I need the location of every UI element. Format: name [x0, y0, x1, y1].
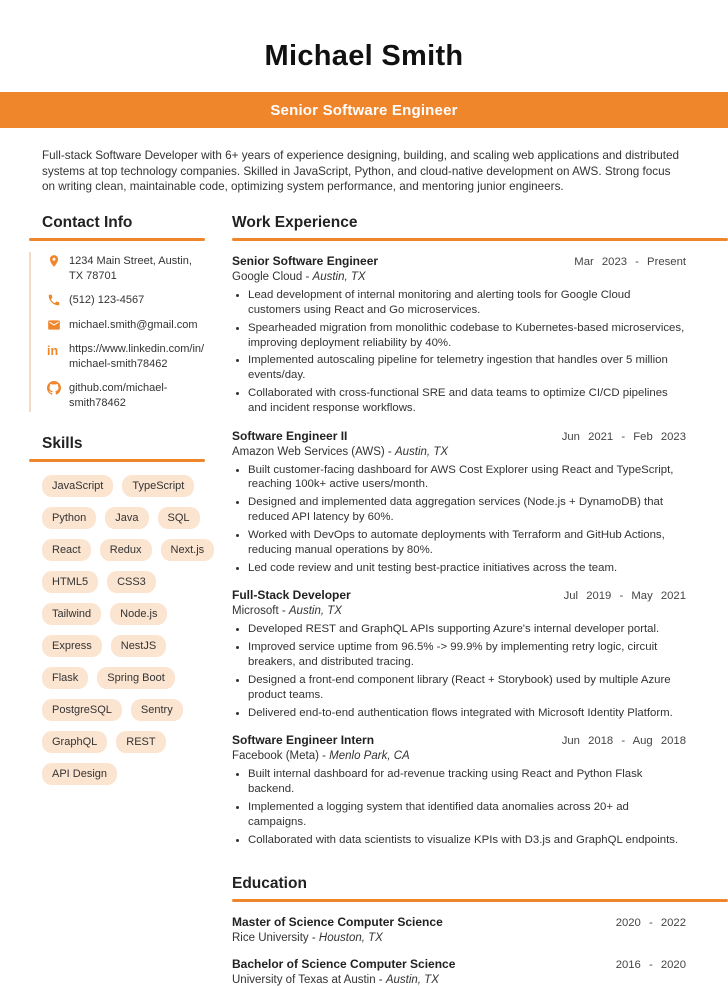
school-location: Austin, TX — [385, 973, 439, 986]
job-location: Austin, TX — [312, 271, 366, 284]
job-bullet: • Collaborated with cross-functional SRE and data teams to optimize CI/CD pipelines and incident response workflows. — [248, 386, 686, 416]
job-company-line — [232, 605, 686, 617]
job-header — [232, 429, 686, 443]
github-icon — [47, 381, 61, 395]
job-bullet: • Built customer-facing dashboard for AWS Cost Explorer using React and TypeScript, reaching 100k+ active users/month. — [248, 463, 686, 493]
skill-tag: CSS3 — [107, 571, 156, 593]
job-title: Senior Software Engineer — [232, 254, 379, 269]
contact-text: https://www.linkedin.com/in/michael-smith78462 — [69, 343, 205, 370]
contact-text: github.com/michael-smith78462 — [69, 382, 168, 409]
job-location: Austin, TX — [394, 445, 449, 458]
page-title: Michael Smith — [264, 40, 464, 72]
job-bullet: • Improved service uptime from 96.5% -> 99.9% by implementing retry logic, circuit breakers, and distributed tracing. — [248, 640, 686, 670]
job-entry — [232, 588, 686, 720]
job-title: Software Engineer II — [232, 428, 348, 443]
skill-tag: Redux — [100, 539, 152, 561]
skill-tag: SQL — [158, 507, 200, 529]
skill-tag: Spring Boot — [97, 667, 174, 689]
skill-tag: Sentry — [131, 699, 183, 721]
job-bullet-list — [232, 622, 686, 720]
education-heading-rule — [232, 899, 728, 902]
job-bullet: • Led code review and unit testing best-practice initiatives across the team. — [248, 561, 686, 576]
work-experience-heading: Work Experience — [232, 214, 358, 232]
education-header — [232, 915, 686, 929]
skills-heading-rule — [29, 459, 205, 462]
education-list — [232, 915, 686, 986]
job-dates: Jul 2019 - May 2021 — [563, 590, 686, 603]
contact-heading-rule — [29, 238, 205, 241]
school-name: Rice University - — [232, 931, 319, 944]
resume-columns — [42, 214, 686, 986]
contact-item — [47, 318, 205, 333]
job-dates: Jun 2021 - Feb 2023 — [561, 430, 686, 443]
skill-tag: HTML5 — [42, 571, 98, 593]
education-section — [232, 875, 686, 986]
job-company-line — [232, 750, 686, 762]
education-entry — [232, 957, 686, 986]
job-entry — [232, 254, 686, 416]
job-dates: Jun 2018 - Aug 2018 — [561, 735, 686, 748]
job-bullet: • Designed a front-end component library (React + Storybook) used by multiple Azure product teams. — [248, 673, 686, 703]
contact-item — [47, 381, 205, 410]
company-name: Google Cloud - — [232, 271, 313, 284]
job-location: Austin, TX — [288, 605, 342, 618]
email-icon — [47, 318, 61, 332]
job-bullet: • Implemented a logging system that identified data anomalies across 20+ ad campaigns. — [248, 800, 686, 830]
education-entry — [232, 915, 686, 944]
job-bullet-list — [232, 288, 686, 416]
contact-section — [42, 214, 205, 412]
job-bullet: • Built internal dashboard for ad-revenue tracking using React and Python Flask backend. — [248, 767, 686, 797]
school-line — [232, 974, 686, 986]
skill-tag: REST — [116, 731, 165, 753]
contact-item — [47, 342, 205, 371]
skill-tag: GraphQL — [42, 731, 107, 753]
job-header — [232, 588, 686, 602]
role-banner-label: Senior Software Engineer — [270, 101, 458, 119]
job-dates: Mar 2023 - Present — [574, 256, 686, 269]
contact-item — [47, 293, 205, 308]
company-name: Amazon Web Services (AWS) - — [232, 445, 395, 458]
job-entry — [232, 733, 686, 847]
education-heading: Education — [232, 874, 307, 892]
job-bullet: • Implemented autoscaling pipeline for telemetry ingestion that handles over 5 million events/day. — [248, 353, 686, 383]
job-bullet-list — [232, 767, 686, 847]
skill-tag: Flask — [42, 667, 88, 689]
location-pin-icon — [47, 254, 61, 268]
job-bullet: • Delivered end-to-end authentication flows integrated with Microsoft Identity Platform. — [248, 706, 686, 721]
work-experience-section — [232, 214, 686, 848]
work-heading-rule — [232, 238, 728, 241]
job-title: Software Engineer Intern — [232, 733, 375, 748]
contact-item — [47, 254, 205, 283]
skills-section — [42, 435, 205, 785]
contact-text: (512) 123-4567 — [69, 294, 145, 307]
company-name: Facebook (Meta) - — [232, 750, 330, 763]
skill-tag: Node.js — [110, 603, 167, 625]
skill-tag: JavaScript — [42, 475, 113, 497]
job-bullet: • Lead development of internal monitoring and alerting tools for Google Cloud customers using React and Go microservices. — [248, 288, 686, 318]
skill-tag: Express — [42, 635, 102, 657]
skill-tag: Next.js — [161, 539, 215, 561]
school-location: Houston, TX — [318, 931, 383, 944]
job-bullet: • Spearheaded migration from monolithic codebase to Kubernetes-based microservices, improving deployment reliability by 40%. — [248, 321, 686, 351]
education-header — [232, 957, 686, 971]
contact-text: 1234 Main Street, Austin, TX 78701 — [69, 255, 192, 282]
linkedin-icon: in — [47, 344, 59, 359]
job-company-line — [232, 446, 686, 458]
degree-title: Bachelor of Science Computer Science — [232, 956, 456, 971]
sidebar — [42, 214, 205, 785]
skill-tag: React — [42, 539, 91, 561]
contact-list — [29, 252, 205, 412]
job-bullet: • Worked with DevOps to automate deployments with Terraform and GitHub Actions, reducing manual operations by 80%. — [248, 528, 686, 558]
school-name: University of Texas at Austin - — [232, 973, 386, 986]
contact-text: michael.smith@gmail.com — [69, 318, 198, 331]
skill-tag: NestJS — [111, 635, 166, 657]
skill-tag: TypeScript — [122, 475, 194, 497]
degree-title: Master of Science Computer Science — [232, 914, 443, 929]
skill-tag: Java — [105, 507, 148, 529]
job-bullet: • Collaborated with data scientists to visualize KPIs with D3.js and GraphQL endpoints. — [248, 833, 686, 848]
company-name: Microsoft - — [232, 605, 289, 618]
skills-tag-list — [42, 475, 218, 785]
job-entry — [232, 429, 686, 576]
job-bullet: • Designed and implemented data aggregation services (Node.js + DynamoDB) that reduced API latency by 60%. — [248, 495, 686, 525]
role-banner — [0, 92, 728, 128]
job-header — [232, 733, 686, 747]
education-dates: 2020 - 2022 — [615, 916, 686, 929]
job-bullet: • Developed REST and GraphQL APIs supporting Azure's internal developer portal. — [248, 622, 686, 637]
summary-text: Full-stack Software Developer with 6+ years of experience designing, building, and scaling web applications and distributed systems at top technology companies. Skilled in JavaScript, Python, and cloud-native development on AWS. Strong focus on writing clean, maintainable code, optimizing system performance, and mentoring junior engineers. — [42, 149, 680, 194]
skill-tag: PostgreSQL — [42, 699, 122, 721]
job-header — [232, 254, 686, 268]
skill-tag: API Design — [42, 763, 117, 785]
job-company-line — [232, 271, 686, 283]
phone-icon — [47, 293, 61, 307]
skill-tag: Tailwind — [42, 603, 101, 625]
skill-tag: Python — [42, 507, 96, 529]
education-dates: 2016 - 2020 — [615, 958, 686, 971]
job-location: Menlo Park, CA — [329, 750, 410, 763]
job-list — [232, 254, 686, 848]
skills-heading: Skills — [42, 435, 83, 453]
job-bullet-list — [232, 463, 686, 576]
job-title: Full-Stack Developer — [232, 588, 351, 603]
contact-heading: Contact Info — [42, 214, 133, 232]
main-column — [232, 214, 686, 986]
